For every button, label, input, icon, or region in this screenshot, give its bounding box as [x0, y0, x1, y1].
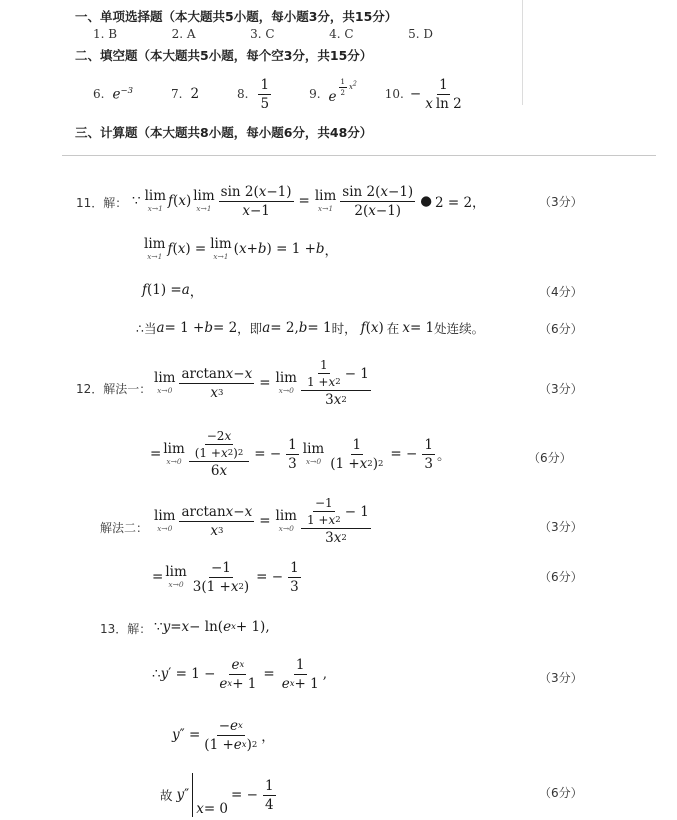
- shi-text: 时，: [331, 321, 357, 336]
- problem-13-step-4: 故 y ″ x = 0 = − $\frac{1}{4}$: [160, 772, 278, 818]
- fill-answer-10: 1 x ln 2: [425, 76, 462, 112]
- score-1: （3分）: [539, 195, 583, 209]
- fill-answer-9: e $^{\frac{1}{2} x^2}$: [328, 77, 357, 105]
- score-7: （6分）: [539, 570, 583, 584]
- score-6: （3分）: [539, 520, 583, 534]
- problem-11-step-2: lim x→1 f ( x ) = lim x→1 ( x + b ) = 1 + b ，: [144, 235, 339, 261]
- problem-12-step-2: = lim x→0 −2 x (1 + x 2 ) 2 6 x = − $\frac{1}{3}$ lim x→0 1 (1 + x 2 ) 2 = − $\frac{1}{3}$ 。: [150, 429, 451, 479]
- fill-answer-6: $e^{-3}$: [112, 85, 133, 103]
- fill-label-8: 8.: [237, 87, 249, 101]
- divider: [62, 155, 656, 156]
- fill-label-6: 6.: [93, 87, 105, 101]
- choice-answer-5: 5. D: [408, 27, 433, 41]
- fill-label-7: 7.: [170, 87, 183, 101]
- chu-text: 处连续。: [434, 321, 485, 336]
- therefore-text: ∴当: [136, 321, 157, 336]
- problem-12-method-2-step-2: = lim x→0 −1 3(1 + x 2 ) = − $\frac{1}{3}$: [152, 559, 299, 595]
- problem-11-conclusion: ∴当 a = 1 + b = 2 ，即 a = 2, b = 1 时， f ( x ) 在 x = 1 处连续。: [136, 320, 485, 336]
- score-9: （6分）: [539, 786, 583, 800]
- problem-13-label: 13．解：: [100, 622, 152, 636]
- score-8: （3分）: [539, 671, 583, 685]
- choice-answer-4: 4. C: [329, 27, 354, 41]
- fill-label-9: 9.: [309, 87, 321, 101]
- problem-12-method-2-label: 解法二：: [100, 521, 149, 535]
- choice-answers: [93, 27, 433, 41]
- section-title-fill: 二、填空题（本大题共5小题，每个空3分，共15分）: [75, 48, 373, 63]
- choice-answer-3: 3. C: [250, 27, 275, 41]
- section-title-choice: 一、单项选择题（本大题共5小题，每小题3分，共15分）: [75, 9, 398, 24]
- fill-label-10: 10.: [384, 87, 404, 101]
- choice-answer-2: 2. A: [171, 27, 196, 41]
- score-3: （6分）: [539, 322, 583, 336]
- fill-answer-8: $\frac{1}{5}$: [260, 76, 270, 112]
- ji-text: ，即: [237, 321, 263, 336]
- fill-answers: 6. $e^{-3}$ 7. 2 8. $\frac{1}{5}$ 9. e $^{\frac{1}{2} x^2}$ 10. − 1 x ln 2: [93, 76, 462, 112]
- section-title-calc: 三、计算题（本大题共8小题，每小题6分，共48分）: [75, 125, 373, 140]
- problem-12-step-1: lim x→0 arctan x − x x 3 = lim x→0 1 1 + x 2 − 1 3 x 2: [154, 358, 369, 408]
- problem-13-step-2: ∴ y ′ = 1 − e x e x + 1 = 1 e x + 1 ,: [152, 656, 327, 692]
- score-5: （6分）: [528, 451, 572, 465]
- fill-answer-7: 2: [190, 86, 200, 102]
- problem-13-step-1: ∵ y = x − ln( e x + 1),: [154, 619, 270, 635]
- problem-12-method-2-step-1: lim x→0 arctan x − x x 3 = lim x→0 −1 1 + x 2 − 1 3 x 2: [154, 496, 369, 546]
- problem-11-step-3: f (1) = a ，: [142, 282, 204, 300]
- problem-12-label: 12．解法一：: [76, 382, 152, 396]
- choice-answer-1: 1. B: [93, 27, 118, 41]
- score-2: （4分）: [539, 285, 583, 299]
- scan-fold-line: [522, 0, 523, 105]
- gu-text: 故: [160, 788, 173, 803]
- problem-11-step-1: ∵ lim x→1 f ( x ) lim x→1 sin 2( x −1) x −1 = lim x→1 sin 2( x −1) 2( x −1) ● 2 = 2，: [132, 183, 486, 219]
- problem-13-step-3: y ″ = − e x (1 + e x ) 2 ，: [172, 717, 275, 753]
- zai-text: 在: [386, 321, 400, 336]
- score-4: （3分）: [539, 382, 583, 396]
- problem-11-label: 11．解：: [76, 196, 128, 210]
